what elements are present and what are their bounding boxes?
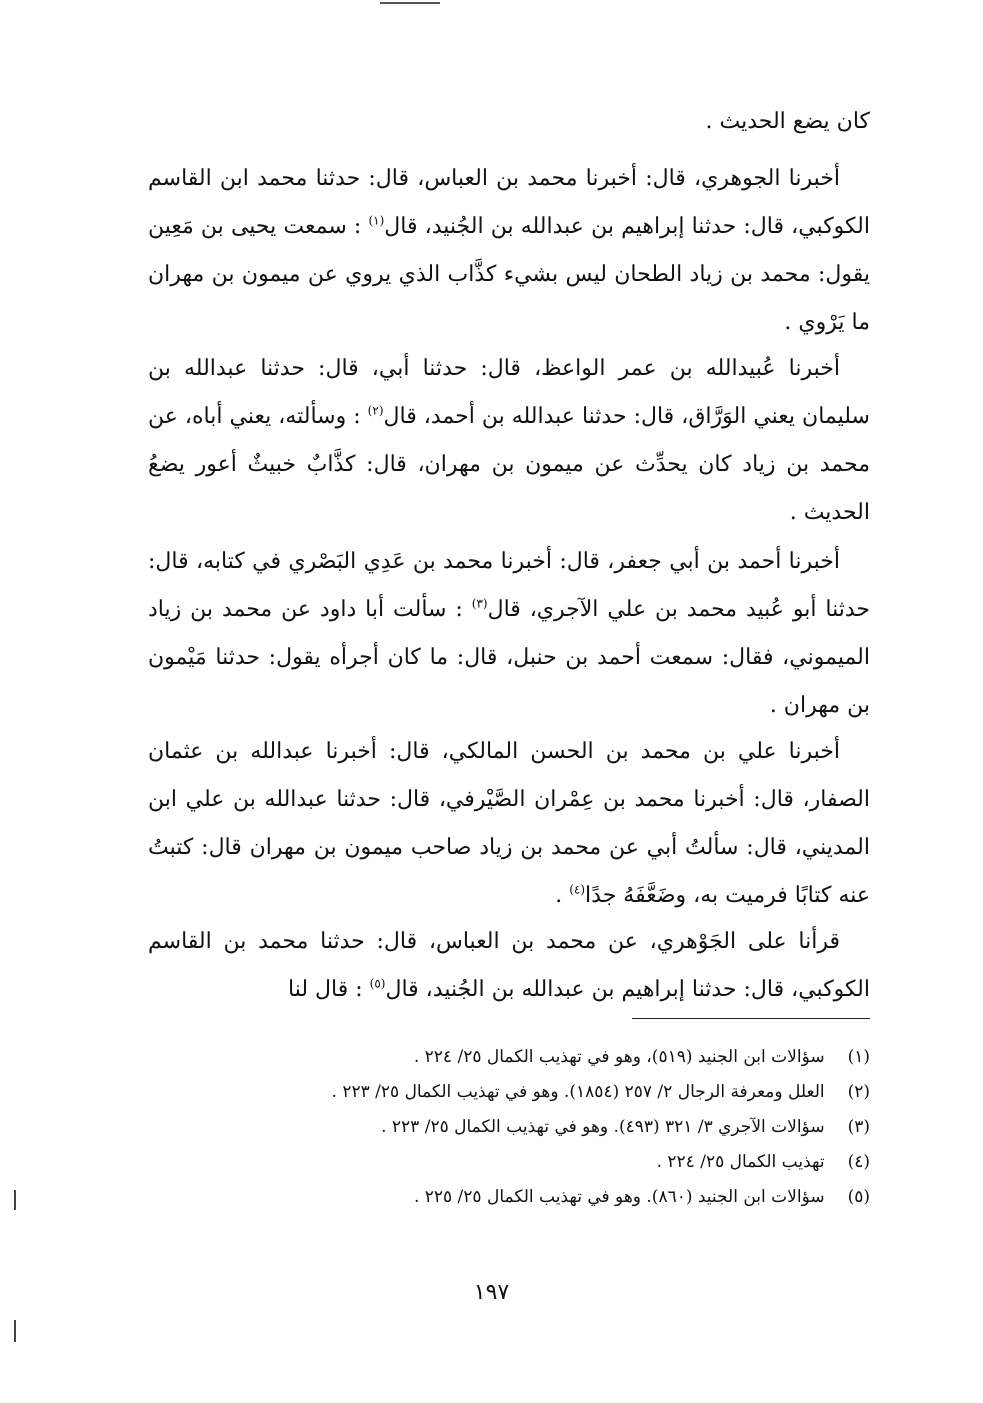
margin-mark-2 — [14, 1320, 16, 1342]
footnote-separator — [632, 1018, 870, 1019]
footnote-5 — [260, 1180, 870, 1215]
page-number: ١٩٧ — [473, 1280, 510, 1305]
margin-mark-1 — [14, 1190, 16, 1210]
footnote-ref-2[interactable]: (٢) — [367, 403, 384, 418]
footnote-text: سؤالات ابن الجنيد (٨٦٠). وهو في تهذيب الكمال ٢٥/ ٢٢٥ . — [413, 1187, 825, 1207]
paragraph-3-text-cont: : سألت أبا داود عن محمد بن زياد الميموني، فقال: سمعت أحمد بن حنبل، قال: ما كان أجرأه يقول: حدثنا مَيْمون بن مهران . — [148, 597, 870, 718]
paragraph-5 — [148, 918, 870, 1014]
footnotes — [260, 1040, 870, 1215]
footnote-2 — [260, 1075, 870, 1110]
paragraph-1-text: أخبرنا الجوهري، قال: أخبرنا محمد بن العباس، قال: حدثنا محمد ابن القاسم الكوكبي، قال: حدثنا إبراهيم بن عبدالله بن الجُنيد، قال — [148, 166, 870, 239]
opening-line — [148, 98, 870, 146]
footnote-3 — [260, 1110, 870, 1145]
footnote-4 — [260, 1145, 870, 1180]
paragraph-5-text: قرأنا على الجَوْهري، عن محمد بن العباس، قال: حدثنا محمد بن القاسم الكوكبي، قال: حدثنا إبراهيم بن عبدالله بن الجُنيد، قال — [148, 929, 870, 1002]
top-edge-mark — [380, 2, 440, 4]
footnote-ref-5[interactable]: (٥) — [369, 976, 386, 991]
footnote-ref-3[interactable]: (٣) — [471, 596, 488, 611]
footnote-number: (٣) — [847, 1117, 870, 1137]
paragraph-3-text: أخبرنا أحمد بن أبي جعفر، قال: أخبرنا محمد بن عَدِي البَصْري في كتابه، قال: حدثنا أبو عُبيد محمد بن علي الآجري، قال — [148, 549, 870, 622]
paragraph-2-text-cont: : وسألته، يعني أباه، عن محمد بن زياد كان يحدِّث عن ميمون بن مهران، قال: كذَّابٌ خبيثٌ أعور يضعُ الحديث . — [148, 404, 870, 525]
footnote-text: سؤالات ابن الجنيد (٥١٩)، وهو في تهذيب الكمال ٢٥/ ٢٢٤ . — [413, 1047, 825, 1067]
footnote-number: (٥) — [847, 1187, 870, 1207]
paragraph-1 — [148, 155, 870, 347]
footnote-text: العلل ومعرفة الرجال ٢/ ٢٥٧ (١٨٥٤). وهو في تهذيب الكمال ٢٥/ ٢٢٣ . — [331, 1082, 825, 1102]
footnote-number: (٢) — [847, 1082, 870, 1102]
paragraph-4 — [148, 728, 870, 920]
footnote-number: (٤) — [847, 1152, 870, 1172]
footnote-ref-4[interactable]: (٤) — [569, 882, 586, 897]
paragraph-5-text-cont: : قال لنا — [288, 977, 370, 1002]
opening-line-text: كان يضع الحديث . — [705, 109, 870, 134]
footnote-text: سؤالات الآجري ٣/ ٣٢١ (٤٩٣). وهو في تهذيب الكمال ٢٥/ ٢٢٣ . — [381, 1117, 825, 1137]
paragraph-2 — [148, 345, 870, 537]
paragraph-2-text: أخبرنا عُبيدالله بن عمر الواعظ، قال: حدثنا أبي، قال: حدثنا عبدالله بن سليمان يعني الوَرَّاق، قال: حدثنا عبدالله بن أحمد، قال — [148, 356, 870, 429]
paragraph-1-text-cont: : سمعت يحيى بن مَعِين يقول: محمد بن زياد الطحان ليس بشيء كذَّاب الذي يروي عن ميمون بن مهران ما يَرْوي . — [148, 214, 870, 335]
paragraph-4-text: أخبرنا علي بن محمد بن الحسن المالكي، قال: أخبرنا عبدالله بن عثمان الصفار، قال: أخبرنا محمد بن عِمْران الصَّيْرفي، قال: حدثنا عبدالله بن علي ابن المديني، قال: سألتُ أبي عن محمد بن زياد صاحب ميمون بن مهران قال: كتبتُ عنه كتابًا فرميت به، وضَعَّفَهُ جدًا — [148, 739, 870, 908]
footnote-number: (١) — [847, 1047, 870, 1067]
footnote-ref-1[interactable]: (١) — [368, 213, 385, 228]
footnote-text: تهذيب الكمال ٢٥/ ٢٢٤ . — [656, 1152, 825, 1172]
footnote-1 — [260, 1040, 870, 1075]
paragraph-4-text-cont: . — [555, 883, 570, 908]
paragraph-3 — [148, 538, 870, 730]
